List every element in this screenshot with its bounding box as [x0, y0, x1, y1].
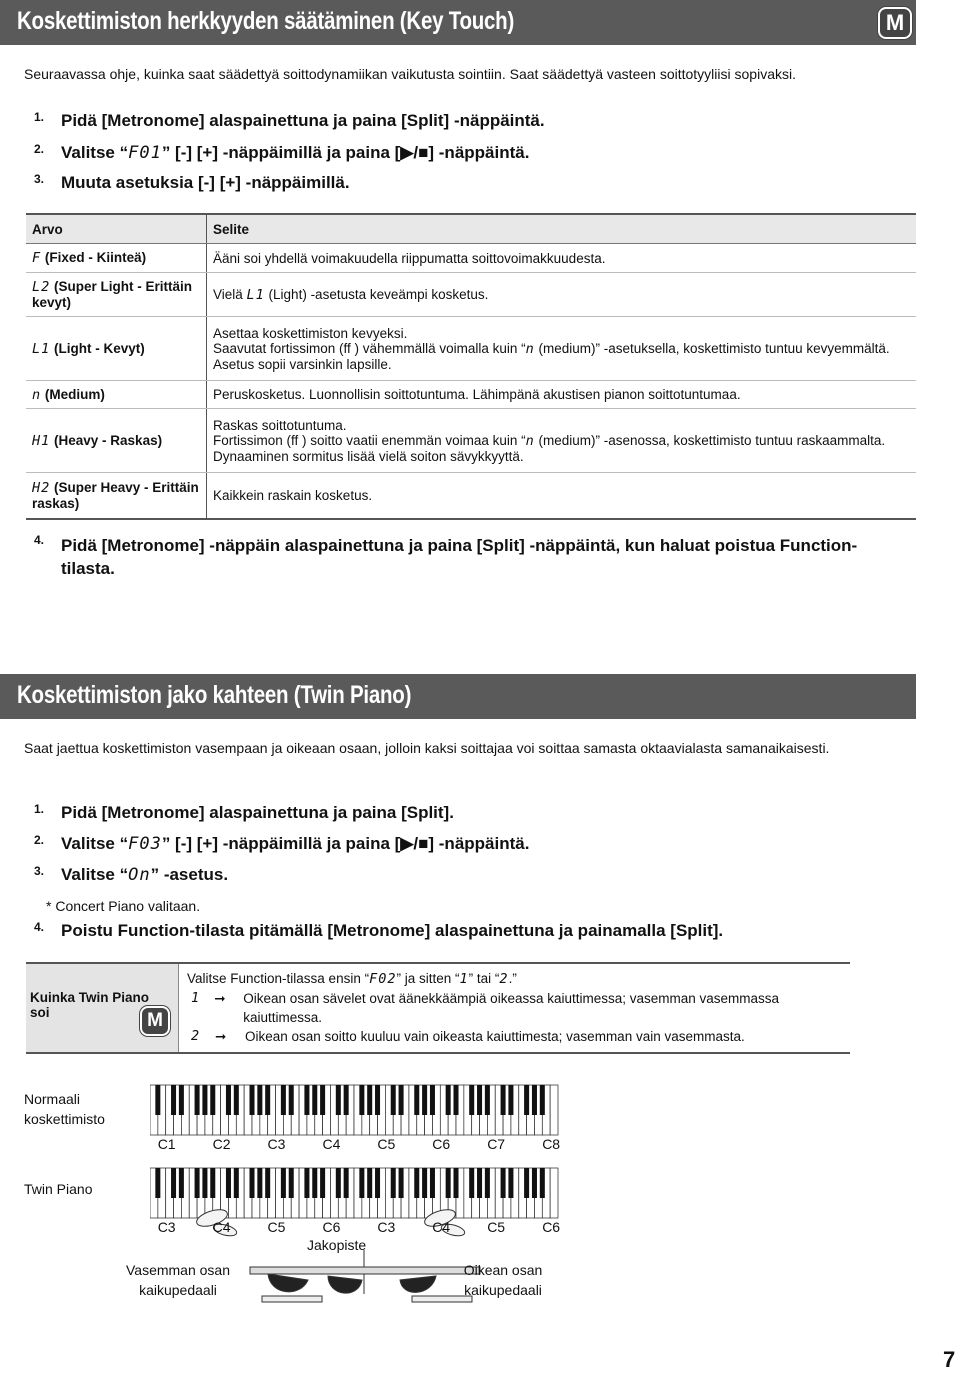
octave-label: C6	[432, 1136, 451, 1152]
black-key	[540, 1168, 545, 1198]
box-label: Kuinka Twin Piano soi	[30, 990, 150, 1020]
table-row: F (Fixed - Kiinteä) Ääni soi yhdellä voimakuudella riippumatta soittovoimakkuudesta.	[26, 244, 916, 273]
black-key	[344, 1168, 349, 1198]
black-key	[281, 1168, 286, 1198]
black-key	[446, 1168, 451, 1198]
black-key	[359, 1085, 364, 1115]
black-key	[391, 1168, 396, 1198]
black-key	[226, 1085, 231, 1115]
black-key	[336, 1085, 341, 1115]
black-key	[453, 1168, 458, 1198]
black-key	[171, 1168, 176, 1198]
table-row: H2 (Super Heavy - Erittäin raskas) Kaikkein raskain kosketus.	[26, 473, 916, 519]
section-header-key-touch	[0, 0, 916, 45]
section-header-twin-piano	[0, 674, 916, 719]
normal-keyboard	[150, 1085, 558, 1135]
black-key	[430, 1168, 435, 1198]
octave-label: C5	[487, 1219, 506, 1235]
black-key	[289, 1085, 294, 1115]
black-key	[179, 1085, 184, 1115]
twin-piano-label: Twin Piano	[24, 1181, 93, 1197]
black-key	[469, 1085, 474, 1115]
black-key	[312, 1168, 317, 1198]
black-key	[155, 1168, 160, 1198]
black-key	[422, 1085, 427, 1115]
black-key	[312, 1085, 317, 1115]
black-key	[524, 1085, 529, 1115]
black-key	[304, 1085, 309, 1115]
octave-label: C2	[212, 1136, 231, 1152]
black-key	[430, 1085, 435, 1115]
white-key	[550, 1085, 558, 1135]
octave-label: C3	[267, 1136, 286, 1152]
table-row: H1 (Heavy - Raskas) Raskas soittotuntuma. Fortissimon (ff ) soitto vaatii enemmän voimaa kuin “n (medium)” -asenossa, koskettimisto tuntuu raskaammalta. Dynaaminen sormitus lisää vielä soiton sävykkyyttä.	[26, 409, 916, 473]
octave-label: C7	[487, 1136, 506, 1152]
black-key	[477, 1168, 482, 1198]
black-key	[359, 1168, 364, 1198]
normal-octave-labels	[150, 1136, 570, 1158]
pedal-unit-icon	[250, 1267, 480, 1302]
octave-label: C1	[157, 1136, 176, 1152]
black-key	[320, 1085, 325, 1115]
table-row: L1 (Light - Kevyt) Asettaa koskettimiston kevyeksi. Saavutat fortissimon (ff ) vähemmällä voimalla kuin “n (medium)” -asetuksella, koskettimisto tuntuu kevyemmältä. Asetus sopii varsinkin lapsille.	[26, 317, 916, 381]
black-key	[210, 1168, 215, 1198]
octave-label: C3	[377, 1219, 396, 1235]
right-pedal-label: Oikean osan kaikupedaali	[463, 1262, 543, 1298]
black-key	[336, 1168, 341, 1198]
black-key	[210, 1085, 215, 1115]
black-key	[375, 1085, 380, 1115]
octave-label: C6	[542, 1219, 561, 1235]
black-key	[171, 1085, 176, 1115]
black-key	[508, 1085, 513, 1115]
black-key	[532, 1085, 537, 1115]
black-key	[422, 1168, 427, 1198]
section-title: Koskettimiston herkkyyden säätäminen (Key Touch)	[17, 7, 515, 35]
octave-label: C4	[322, 1136, 341, 1152]
intro-text: Seuraavassa ohje, kuinka saat säädettyä soittodynamiikan vaikutusta sointiin. Saat säädettyä vasteen soittotyyliisi sopivaksi.	[24, 66, 796, 82]
lcd-display-text: F01	[128, 143, 162, 163]
black-key	[265, 1085, 270, 1115]
black-key	[501, 1168, 506, 1198]
black-key	[532, 1168, 537, 1198]
black-key	[234, 1168, 239, 1198]
black-key	[257, 1085, 262, 1115]
black-key	[202, 1085, 207, 1115]
black-key	[477, 1085, 482, 1115]
normal-keyboard-label: Normaali koskettimisto	[24, 1091, 105, 1127]
note-text: * Concert Piano valitaan.	[46, 898, 201, 914]
black-key	[195, 1168, 200, 1198]
black-key	[226, 1168, 231, 1198]
black-key	[202, 1168, 207, 1198]
black-key	[249, 1168, 254, 1198]
split-point-label: Jakopiste	[307, 1237, 367, 1253]
black-key	[469, 1168, 474, 1198]
m-badge-icon: M	[878, 7, 912, 39]
black-key	[508, 1168, 513, 1198]
black-key	[344, 1085, 349, 1115]
header-description: Selite	[207, 214, 917, 244]
white-key	[550, 1168, 558, 1218]
octave-label: C6	[322, 1219, 341, 1235]
black-key	[399, 1085, 404, 1115]
black-key	[391, 1085, 396, 1115]
black-key	[234, 1085, 239, 1115]
octave-label: C4	[432, 1219, 451, 1235]
header-value: Arvo	[26, 214, 207, 244]
black-key	[485, 1168, 490, 1198]
octave-label: C5	[267, 1219, 286, 1235]
twin-piano-info-box: Kuinka Twin Piano soi M Valitse Function-tilassa ensin “F02” ja sitten “1” tai “2.” 1 ➞ Oikean osan sävelet ovat äänekkäämpiä oikeassa kaiuttimessa; vasemman vasemmassa kaiuttimessa. 2 ➞ Oikean osan soitto kuuluu vain oikeasta kaiuttimesta; vasemman vain vasemmasta.	[26, 962, 850, 1054]
black-key	[179, 1168, 184, 1198]
page-number: 7	[943, 1347, 956, 1372]
black-key	[367, 1085, 372, 1115]
black-key	[304, 1168, 309, 1198]
octave-label: C5	[377, 1136, 396, 1152]
black-key	[501, 1085, 506, 1115]
black-key	[195, 1085, 200, 1115]
black-key	[375, 1168, 380, 1198]
black-key	[414, 1168, 419, 1198]
arrow-icon: ➞	[214, 991, 226, 1006]
black-key	[289, 1168, 294, 1198]
m-badge-icon: M	[140, 1006, 170, 1036]
key-touch-table	[26, 213, 916, 520]
black-key	[367, 1168, 372, 1198]
black-key	[281, 1085, 286, 1115]
black-key	[414, 1085, 419, 1115]
black-key	[524, 1168, 529, 1198]
black-key	[485, 1085, 490, 1115]
octave-label: C4	[212, 1219, 231, 1235]
black-key	[249, 1085, 254, 1115]
black-key	[540, 1085, 545, 1115]
black-key	[155, 1085, 160, 1115]
arrow-icon: ➞	[215, 1029, 227, 1044]
left-pedal-label: Vasemman osan kaikupedaali	[125, 1262, 230, 1298]
black-key	[399, 1168, 404, 1198]
black-key	[453, 1085, 458, 1115]
black-key	[265, 1168, 270, 1198]
octave-label: C8	[542, 1136, 561, 1152]
octave-label: C3	[157, 1219, 176, 1235]
intro-text: Saat jaettua koskettimiston vasempaan ja oikeaan osaan, jolloin kaksi soittajaa voi soittaa samasta oktaavialasta samanaikaisesti.	[24, 740, 830, 756]
black-key	[257, 1168, 262, 1198]
black-key	[446, 1085, 451, 1115]
table-row: n (Medium) Peruskosketus. Luonnollisin soittotuntuma. Lähimpänä akustisen pianon soittotuntumaa.	[26, 381, 916, 409]
section-title: Koskettimiston jako kahteen (Twin Piano)	[17, 681, 412, 709]
table-header-row	[26, 214, 916, 244]
black-key	[320, 1168, 325, 1198]
table-row: L2 (Super Light - Erittäin kevyt) Vielä L1 (Light) -asetusta keveämpi kosketus.	[26, 273, 916, 317]
